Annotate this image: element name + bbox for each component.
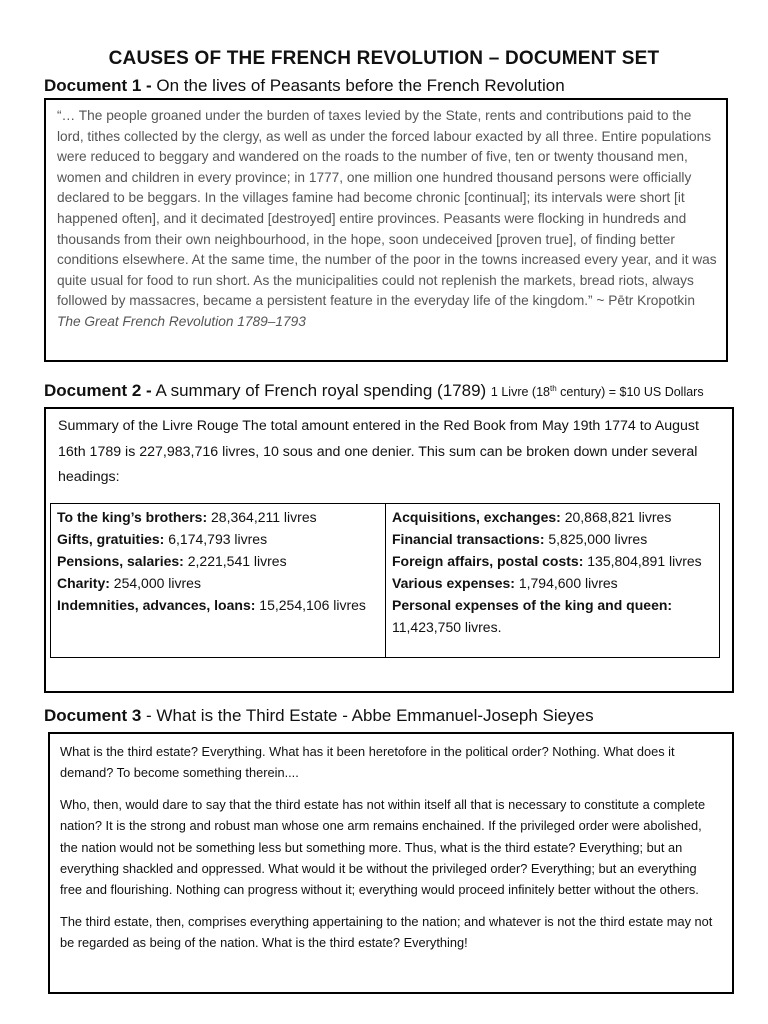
doc3-heading bbox=[44, 706, 594, 726]
expense-label: Financial transactions: bbox=[392, 531, 545, 547]
expense-value: 11,423,750 livres. bbox=[392, 619, 502, 635]
expense-label: Personal expenses of the king and queen: bbox=[392, 597, 673, 613]
livre-table-row bbox=[392, 572, 713, 594]
doc2-box bbox=[44, 407, 734, 693]
expense-label: Gifts, gratuities: bbox=[57, 531, 165, 547]
doc1-heading bbox=[44, 76, 565, 96]
doc2-note-post: century) = $10 US Dollars bbox=[556, 385, 704, 399]
doc3-paragraph: Who, then, would dare to say that the third estate has not within itself all that is necessary to constitute a complete nation? It is the strong and robust man whose one arm remains enchained. If the privileged order were abolished, the nation would not be something less but something more. Thus, what is the third estate? Everything; but an everything shackled and oppressed. What would it be without the privileged order? Everything; but an everything free and flourishing. Nothing can progress without it; everything would proceed infinitely better without the others. bbox=[60, 796, 706, 898]
livre-table-row bbox=[392, 528, 713, 550]
doc2-subtitle: A summary of French royal spending (1789) bbox=[151, 381, 491, 400]
doc3-label: Document 3 bbox=[44, 706, 142, 725]
doc2-note-sup: th bbox=[549, 383, 557, 393]
doc3-paragraph: What is the third estate? Everything. What has it been heretofore in the political order? Nothing. What does it demand? To become something therein.... bbox=[60, 744, 675, 781]
doc2-heading bbox=[44, 381, 704, 401]
livre-table-row bbox=[57, 550, 379, 572]
doc3-paragraph: The third estate, then, comprises everything appertaining to the nation; and whatever is not the third estate may not be regarded as being of the nation. What is the third estate? Everything! bbox=[60, 913, 713, 951]
expense-value: 28,364,211 livres bbox=[207, 509, 317, 525]
doc1-subtitle: On the lives of Peasants before the French Revolution bbox=[151, 76, 565, 95]
doc2-label: Document 2 - bbox=[44, 381, 152, 400]
doc1-label: Document 1 - bbox=[44, 76, 152, 95]
expense-label: Foreign affairs, postal costs: bbox=[392, 553, 584, 569]
expense-label: Various expenses: bbox=[392, 575, 515, 591]
expense-value: 6,174,793 livres bbox=[164, 531, 268, 547]
expense-label: To the king’s brothers: bbox=[57, 509, 208, 525]
page-title: CAUSES OF THE FRENCH REVOLUTION – DOCUMENT SET bbox=[108, 48, 660, 69]
livre-table-row bbox=[57, 506, 379, 528]
livre-rouge-table bbox=[50, 503, 720, 658]
expense-value: 1,794,600 livres bbox=[514, 575, 618, 591]
livre-table-row bbox=[392, 506, 713, 528]
livre-table-row bbox=[392, 550, 713, 572]
doc1-citation: The Great French Revolution 1789–1793 bbox=[57, 313, 306, 329]
expense-value: 2,221,541 livres bbox=[183, 553, 287, 569]
expense-value: 20,868,821 livres bbox=[560, 509, 672, 525]
livre-table-row bbox=[392, 594, 713, 638]
livre-table-left-column bbox=[51, 504, 386, 657]
doc3-subtitle: - What is the Third Estate - Abbe Emmanuel-Joseph Sieyes bbox=[141, 706, 594, 725]
livre-table-row bbox=[57, 572, 379, 594]
doc1-quote bbox=[57, 106, 718, 333]
expense-value: 135,804,891 livres bbox=[583, 553, 702, 569]
doc2-note bbox=[491, 385, 704, 399]
expense-value: 254,000 livres bbox=[109, 575, 201, 591]
expense-label: Indemnities, advances, loans: bbox=[57, 597, 256, 613]
doc2-summary: Summary of the Livre Rouge The total amount entered in the Red Book from May 19th 1774 to August 16th 1789 is 227,983,716 livres, 10 sous and one denier. This sum can be broken down under several headings: bbox=[58, 418, 699, 485]
livre-table-right-column bbox=[386, 504, 719, 657]
expense-value: 15,254,106 livres bbox=[255, 597, 366, 613]
doc1-box bbox=[44, 98, 728, 362]
livre-table-row bbox=[57, 594, 379, 616]
doc3-box bbox=[48, 732, 734, 994]
expense-label: Acquisitions, exchanges: bbox=[392, 509, 561, 525]
expense-value: 5,825,000 livres bbox=[544, 531, 648, 547]
doc1-quote-text: “… The people groaned under the burden of taxes levied by the State, rents and contributions paid to the lord, tithes collected by the clergy, as well as under the forced labour exacted by all three. Entire populations were reduced to beggary and wandered on the roads to the number of five, ten or twenty thousand men, women and children in every province; in 1777, one million one hundred thousand persons were officially declared to be beggars. In the villages famine had become chronic [continual]; its intervals were short [it happened often], and it decimated [destroyed] entire provinces. Peasants were flocking in hundreds and thousands from their own neighbourhood, in the hope, soon undeceived [proven true], of finding better conditions elsewhere. At the same time, the number of the poor in the towns increased every year, and it was quite usual for food to run short. As the municipalities could not replenish the markets, bread riots, always followed by massacres, became a persistent feature in the everyday life of the kingdom.” ~ Pētr Kropotkin bbox=[57, 108, 717, 309]
expense-label: Pensions, salaries: bbox=[57, 553, 184, 569]
doc2-note-pre: 1 Livre (18 bbox=[490, 385, 550, 399]
expense-label: Charity: bbox=[57, 575, 110, 591]
livre-table-row bbox=[57, 528, 379, 550]
